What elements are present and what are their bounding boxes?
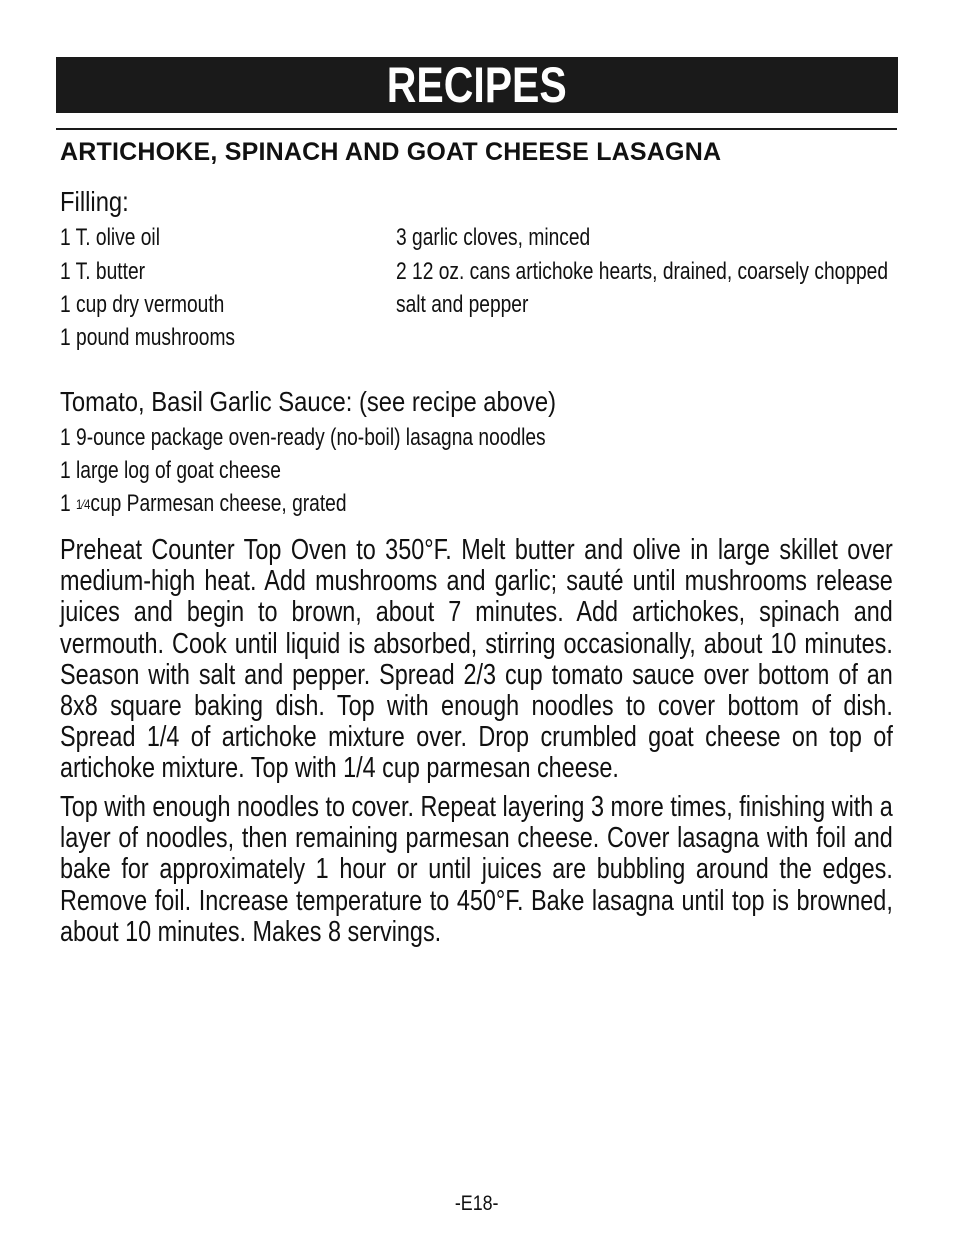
parmesan-qty: 1 [60,490,71,517]
ingredient-item: 2 12 oz. cans artichoke hearts, drained, coarsely chopped [396,258,889,285]
ingredient-item-parmesan [60,492,347,516]
instructions-paragraph: Preheat Counter Top Oven to 350°F. Melt butter and olive in large skillet over medium-high heat. Add mushrooms and garlic; sauté until mushrooms release juices and begin to brown, about 7 minutes. Add artichokes, spinach and vermouth. Cook until liquid is absorbed, stirring occasionally, about 10 minutes. Season with salt and pepper. Spread 2/3 cup tomato sauce over bottom of an 8x8 square baking dish. Top with enough noodles to cover bottom of dish. Spread 1/4 of artichoke mixture over. Drop crumbled goat cheese on top of artichoke mixture. Top with 1/4 cup parmesan cheese. [60,534,893,785]
ingredient-item: 1 9-ounce package oven-ready (no-boil) lasagna noodles [60,424,546,451]
ingredient-item: 1 cup dry vermouth [60,291,225,318]
sauce-heading: Tomato, Basil Garlic Sauce: (see recipe above) [60,386,557,417]
ingredient-item: 3 garlic cloves, minced [396,224,591,251]
ingredient-item: 1 pound mushrooms [60,324,236,351]
filling-heading: Filling: [60,186,129,217]
ingredient-item: 1 T. olive oil [60,224,160,251]
ingredient-item: salt and pepper [396,291,529,318]
section-banner [56,57,898,113]
parmesan-fraction: 1⁄4 [76,496,91,512]
parmesan-text: cup Parmesan cheese, grated [90,490,347,517]
title-divider [56,128,897,130]
recipe-title: ARTICHOKE, SPINACH AND GOAT CHEESE LASAGNA [60,138,722,166]
ingredient-item: 1 large log of goat cheese [60,457,281,484]
banner-title: RECIPES [386,57,567,113]
page-number: -E18- [455,1192,499,1215]
ingredient-item: 1 T. butter [60,258,146,285]
instructions-paragraph: Top with enough noodles to cover. Repeat layering 3 more times, finishing with a layer of noodles, then remaining parmesan cheese. Cover lasagna with foil and bake for approximately 1 hour or until juices are bubbling around the edges. Remove foil. Increase temperature to 450°F. Bake lasagna until top is browned, about 10 minutes. Makes 8 servings. [60,791,893,948]
page-footer [0,1192,954,1216]
